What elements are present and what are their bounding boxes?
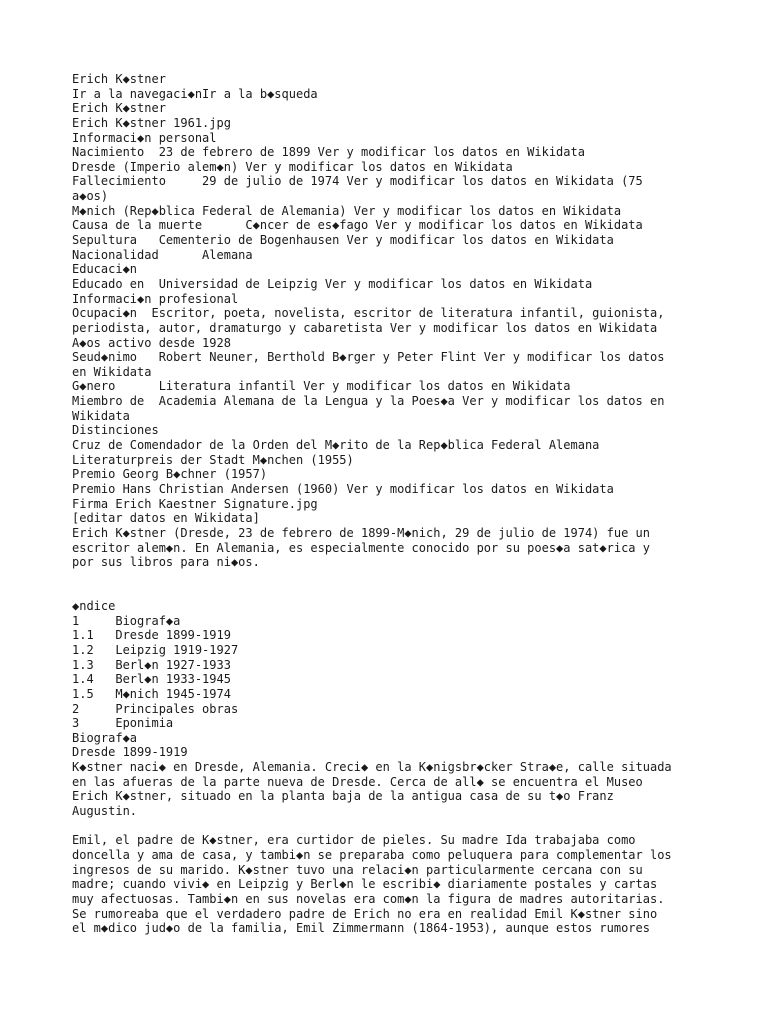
document-line: Fallecimiento 29 de julio de 1974 Ver y modificar los datos en Wikidata (75 [72, 174, 643, 189]
document-line: doncella y ama de casa, y tambi◆n se preparaba como peluquera para complementar los [72, 847, 672, 862]
document-line: 1.2 Leipzig 1919-1927 [72, 642, 239, 657]
document-line: M◆nich (Rep◆blica Federal de Alemania) Ver y modificar los datos en Wikidata [72, 203, 622, 218]
document-line: 3 Eponimia [72, 716, 174, 731]
document-line: Nacimiento 23 de febrero de 1899 Ver y modificar los datos en Wikidata [72, 145, 585, 160]
document-line: ◆ndice [72, 599, 116, 614]
document-line: [editar datos en Wikidata] [72, 511, 260, 526]
document-line: a◆os) [72, 189, 109, 204]
document-line: Erich K◆stner (Dresde, 23 de febrero de 1899-M◆nich, 29 de julio de 1974) fue un [72, 525, 650, 540]
document-line: 2 Principales obras [72, 701, 239, 716]
document-line: Ocupaci◆n Escritor, poeta, novelista, escritor de literatura infantil, guionista, [72, 306, 665, 321]
document-line: Informaci◆n personal [72, 130, 217, 145]
document-line: Cruz de Comendador de la Orden del M◆rito de la Rep◆blica Federal Alemana [72, 438, 600, 453]
document-line: 1.1 Dresde 1899-1919 [72, 628, 231, 643]
document-line: por sus libros para ni◆os. [72, 555, 260, 570]
document-line: Erich K◆stner 1961.jpg [72, 115, 231, 130]
document-line: Premio Hans Christian Andersen (1960) Ver y modificar los datos en Wikidata [72, 481, 614, 496]
document-line: Educado en Universidad de Leipzig Ver y modificar los datos en Wikidata [72, 276, 593, 291]
document-line: A◆os activo desde 1928 [72, 335, 231, 350]
document-line: Distinciones [72, 423, 159, 438]
document-line: en las afueras de la parte nueva de Dresde. Cerca de all◆ se encuentra el Museo [72, 774, 643, 789]
document-line: Seud◆nimo Robert Neuner, Berthold B◆rger y Peter Flint Ver y modificar los datos [72, 350, 665, 365]
document-line: Se rumoreaba que el verdadero padre de Erich no era en realidad Emil K◆stner sino [72, 906, 658, 921]
document-body [72, 72, 712, 936]
document-line: Educaci◆n [72, 262, 138, 277]
document-line [72, 584, 712, 599]
document-line: Ir a la navegaci◆nIr a la b◆squeda [72, 86, 318, 101]
document-line: 1.5 M◆nich 1945-1974 [72, 686, 231, 701]
document-line: G◆nero Literatura infantil Ver y modificar los datos en Wikidata [72, 379, 571, 394]
document-line: Nacionalidad Alemana [72, 247, 253, 262]
document-line: Miembro de Academia Alemana de la Lengua y la Poes◆a Ver y modificar los datos en [72, 394, 665, 409]
document-line: Biograf◆a [72, 730, 138, 745]
document-line: Premio Georg B◆chner (1957) [72, 467, 268, 482]
document-line: madre; cuando vivi◆ en Leipzig y Berl◆n le escribi◆ diariamente postales y cartas [72, 877, 658, 892]
document-line: Literaturpreis der Stadt M◆nchen (1955) [72, 452, 354, 467]
document-line: Erich K◆stner, situado en la planta baja de la antigua casa de su t◆o Franz [72, 789, 614, 804]
document-line: periodista, autor, dramaturgo y cabaretista Ver y modificar los datos en Wikidata [72, 320, 658, 335]
document-line [72, 570, 712, 585]
document-line: Causa de la muerte C◆ncer de es◆fago Ver y modificar los datos en Wikidata [72, 218, 643, 233]
document-line: Informaci◆n profesional [72, 291, 239, 306]
document-line: ingresos de su marido. K◆stner tuvo una relaci◆n particularmente cercana con su [72, 862, 643, 877]
document-line: el m◆dico jud◆o de la familia, Emil Zimmermann (1864-1953), aunque estos rumores [72, 921, 650, 936]
document-line: 1.4 Berl◆n 1933-1945 [72, 672, 231, 687]
document-line: Erich K◆stner [72, 72, 166, 86]
document-line: K◆stner naci◆ en Dresde, Alemania. Creci◆ en la K◆nigsbr◆cker Stra◆e, calle situada [72, 760, 672, 775]
document-line: en Wikidata [72, 364, 152, 379]
document-line: Dresde 1899-1919 [72, 745, 188, 760]
document-line: escritor alem◆n. En Alemania, es especialmente conocido por su poes◆a sat◆rica y [72, 540, 650, 555]
document-line [72, 819, 712, 834]
document-line: Emil, el padre de K◆stner, era curtidor de pieles. Su madre Ida trabajaba como [72, 833, 636, 848]
document-line: 1 Biograf◆a [72, 613, 181, 628]
document-line: muy afectuosas. Tambi◆n en sus novelas era com◆n la figura de madres autoritarias. [72, 891, 665, 906]
document-line: Wikidata [72, 408, 130, 423]
document-line: Augustin. [72, 804, 138, 819]
document-line: Sepultura Cementerio de Bogenhausen Ver y modificar los datos en Wikidata [72, 233, 614, 248]
document-line: 1.3 Berl◆n 1927-1933 [72, 657, 231, 672]
document-line: Firma Erich Kaestner Signature.jpg [72, 496, 318, 511]
document-line: Dresde (Imperio alem◆n) Ver y modificar los datos en Wikidata [72, 159, 513, 174]
document-line: Erich K◆stner [72, 101, 166, 116]
